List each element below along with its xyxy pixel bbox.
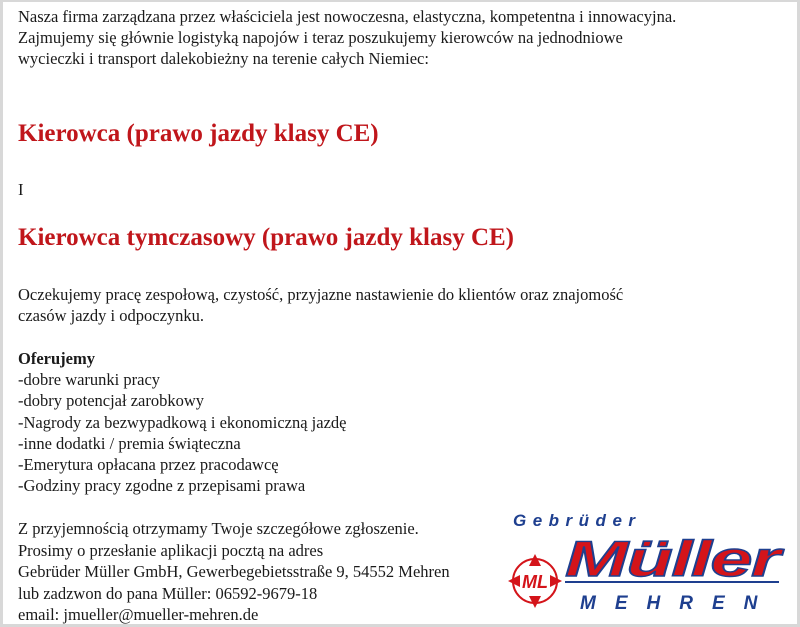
- contact-block: [18, 518, 450, 626]
- job-title-primary: Kierowca (prawo jazdy klasy CE): [18, 120, 379, 147]
- offer-item: -inne dodatki / premia świąteczna: [18, 433, 241, 453]
- conjunction: I: [18, 180, 24, 199]
- offer-item: -Nagrody za bezwypadkową i ekonomiczną jazdę: [18, 412, 347, 432]
- offer-header: Oferujemy: [18, 349, 95, 368]
- contact-line: Prosimy o przesłanie aplikacji pocztą na adres: [18, 540, 324, 560]
- intro-line: Nasza firma zarządzana przez właściciela jest nowoczesna, elastyczna, kompetentna i innowacyjna.: [18, 7, 677, 26]
- expectations-line: czasów jazdy i odpoczynku.: [18, 306, 205, 325]
- contact-phone: lub zadzwon do pana Müller: 06592-9679-18: [18, 583, 318, 603]
- intro-text: [18, 6, 788, 69]
- job-title-secondary: Kierowca tymczasowy (prawo jazdy klasy CE): [18, 224, 514, 251]
- logo-top-text: Gebrüder: [513, 511, 642, 530]
- offer-list: [18, 348, 346, 496]
- contact-email: email: jmueller@mueller-mehren.de: [18, 605, 259, 624]
- intro-line: Zajmujemy się głównie logistyką napojów i teraz poszukujemy kierowców na jednodniowe: [18, 28, 623, 47]
- expectations-line: Oczekujemy pracę zespołową, czystość, przyjazne nastawienie do klientów oraz znajomość: [18, 285, 624, 304]
- intro-line: wycieczki i transport dalekobieżny na terenie całych Niemiec:: [18, 49, 429, 68]
- company-logo: [505, 508, 790, 620]
- logo-emblem-text: ML: [522, 572, 548, 592]
- expectations: [18, 284, 738, 326]
- contact-line: Z przyjemnością otrzymamy Twoje szczegółowe zgłoszenie.: [18, 519, 419, 538]
- logo-bottom-text: MEHREN: [580, 593, 777, 614]
- offer-item: -dobre warunki pracy: [18, 370, 161, 390]
- logo-emblem: [508, 554, 562, 608]
- logo-main-text: Müller: [565, 531, 785, 587]
- offer-item: -Emerytura opłacana przez pracodawcę: [18, 455, 279, 475]
- offer-item: -dobry potencjał zarobkowy: [18, 391, 205, 411]
- contact-address: Gebrüder Müller GmbH, Gewerbegebietsstraße 9, 54552 Mehren: [18, 562, 450, 581]
- offer-item: -Godziny pracy zgodne z przepisami prawa: [18, 476, 306, 496]
